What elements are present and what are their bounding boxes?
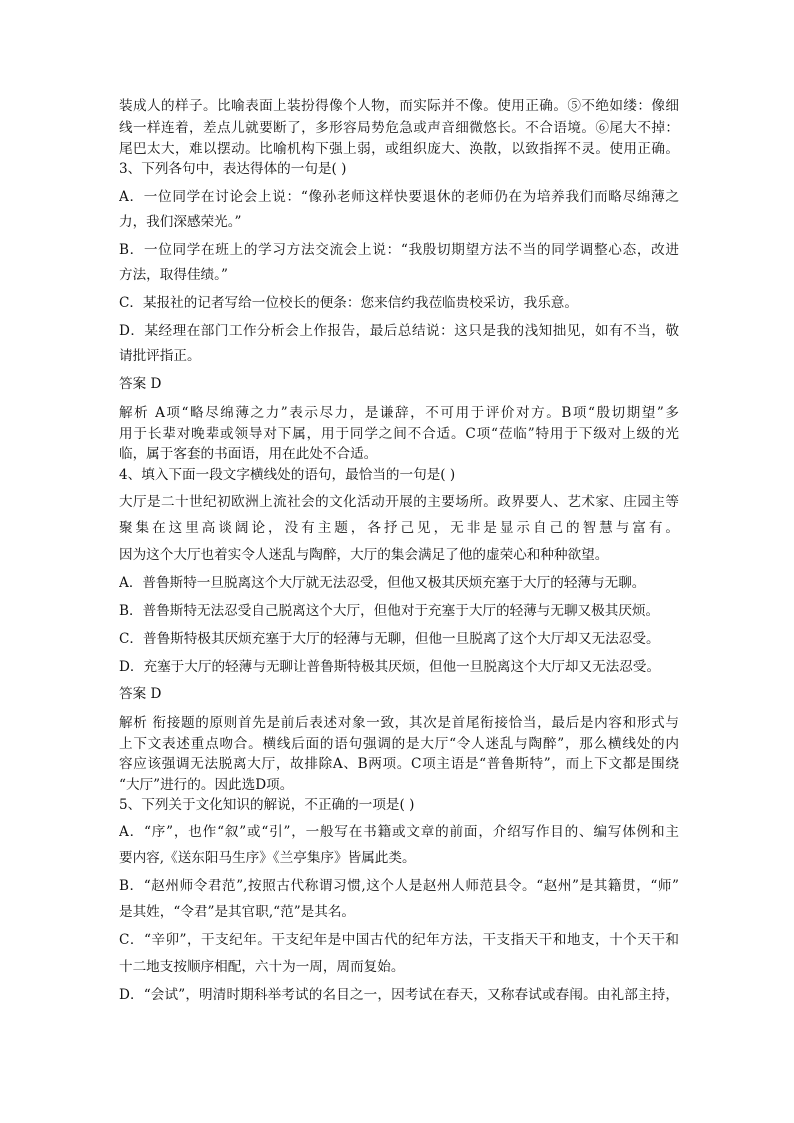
question-5-stem: 5、下列关于文化知识的解说，不正确的一项是( ) — [119, 797, 415, 813]
q3-option-d-line-1: D．某经理在部门工作分析会上作报告，最后总结说：这只是我的浅知拙见，如有不当，敬 — [119, 323, 679, 339]
q4-passage-line-2: 聚集在这里高谈阔论，没有主题，各抒己见，无非是显示自己的智慧与富有。 — [119, 520, 679, 536]
question-3-stem: 3、下列各句中，表达得体的一句是( ) — [119, 161, 347, 177]
q5-option-a-line-1: A．“序”，也作“叙”或“引”，一般写在书籍或文章的前面，介绍写作目的、编写体例和主 — [119, 824, 679, 840]
intro-line-2: 线一样连着，差点儿就要断了，多形容局势危急或声音细微悠长。不合语境。⑥尾大不掉： — [119, 120, 679, 136]
q5-option-c-line-2: 十二地支按顺序相配，六十为一周，周而复始。 — [119, 959, 405, 975]
q3-option-b-line-1: B．一位同学在班上的学习方法交流会上说：“我殷切期望方法不当的同学调整心态，改进 — [119, 242, 679, 258]
q3-explanation-line-3: 临，属于客套的书面语，用在此处不合适。 — [119, 446, 378, 462]
q4-explanation-line-1: 解析 衔接题的原则首先是前后表述对象一致，其次是首尾衔接恰当，最后是内容和形式与 — [119, 715, 679, 731]
q3-option-d-line-2: 请批评指正。 — [119, 348, 201, 364]
q5-option-a-line-2: 要内容,《送东阳马生序》《兰亭集序》皆属此类。 — [119, 850, 416, 866]
q3-option-c: C．某报社的记者写给一位校长的便条：您来信约我莅临贵校采访，我乐意。 — [119, 295, 578, 311]
q3-option-a-line-1: A．一位同学在讨论会上说：“像孙老师这样快要退休的老师仍在为培养我们而略尽绵薄之 — [119, 189, 679, 205]
q5-option-c-line-1: C．“辛卯”，干支纪年。干支纪年是中国古代的纪年方法，干支指天干和地支，十个天干和 — [119, 932, 679, 948]
q3-option-b-line-2: 方法，取得佳绩。” — [119, 267, 228, 283]
q4-option-a: A．普鲁斯特一旦脱离这个大厅就无法忍受，但他又极其厌烦充塞于大厅的轻薄与无聊。 — [119, 575, 646, 591]
q4-answer: 答案 D — [119, 686, 162, 702]
q4-explanation-line-3: 容应该强调无法脱离大厅，故排除A、B两项。C项主语是“普鲁斯特”，而上下文都是围绕 — [119, 756, 679, 772]
q4-explanation-line-4: “大厅”进行的。因此选D项。 — [119, 777, 294, 793]
q4-explanation-line-2: 上下文表述重点吻合。横线后面的语句强调的是大厅“令人迷乱与陶醉”，那么横线处的内 — [119, 736, 679, 752]
q5-option-b-line-1: B．“赵州师令君范”,按照古代称谓习惯,这个人是赵州人师范县令。“赵州”是其籍贯，“师” — [119, 878, 679, 894]
q4-option-b: B．普鲁斯特无法忍受自己脱离这个大厅，但他对于充塞于大厅的轻薄与无聊又极其厌烦。 — [119, 603, 660, 619]
q3-option-a-line-2: 力，我们深感荣光。” — [119, 214, 242, 230]
q3-explanation-line-2: 用于长辈对晚辈或领导对下属，用于同学之间不合适。C项“莅临”特用于下级对上级的光 — [119, 426, 679, 442]
q3-explanation-line-1: 解析 A项“略尽绵薄之力”表示尽力，是谦辞，不可用于评价对方。B项“殷切期望”多 — [119, 405, 679, 421]
intro-line-3: 尾巴太大，难以摆动。比喻机构下强上弱，或组织庞大、涣散，以致指挥不灵。使用正确。 — [119, 141, 679, 157]
q4-passage-line-3: 因为这个大厅也着实令人迷乱与陶醉，大厅的集会满足了他的虚荣心和种种欲望。 — [119, 547, 609, 563]
q4-option-d: D．充塞于大厅的轻薄与无聊让普鲁斯特极其厌烦，但他一旦脱离这个大厅却又无法忍受。 — [119, 659, 661, 675]
q4-passage-line-1: 大厅是二十世纪初欧洲上流社会的文化活动开展的主要场所。政界要人、艺术家、庄园主等 — [119, 494, 679, 510]
question-4-stem: 4、填入下面一段文字横线处的语句，最恰当的一句是( ) — [119, 467, 456, 483]
q5-option-d-line-1: D．“会试”，明清时期科举考试的名目之一，因考试在春天，又称春试或春闱。由礼部主持， — [119, 987, 679, 1003]
q5-option-b-line-2: 是其姓，“令君”是其官职,“范”是其名。 — [119, 904, 356, 920]
q3-answer: 答案 D — [119, 376, 162, 392]
q4-option-c: C．普鲁斯特极其厌烦充塞于大厅的轻薄与无聊，但他一旦脱离了这个大厅却又无法忍受。 — [119, 631, 660, 647]
intro-line-1: 装成人的样子。比喻表面上装扮得像个人物，而实际并不像。使用正确。⑤不绝如缕：像细 — [119, 98, 679, 114]
